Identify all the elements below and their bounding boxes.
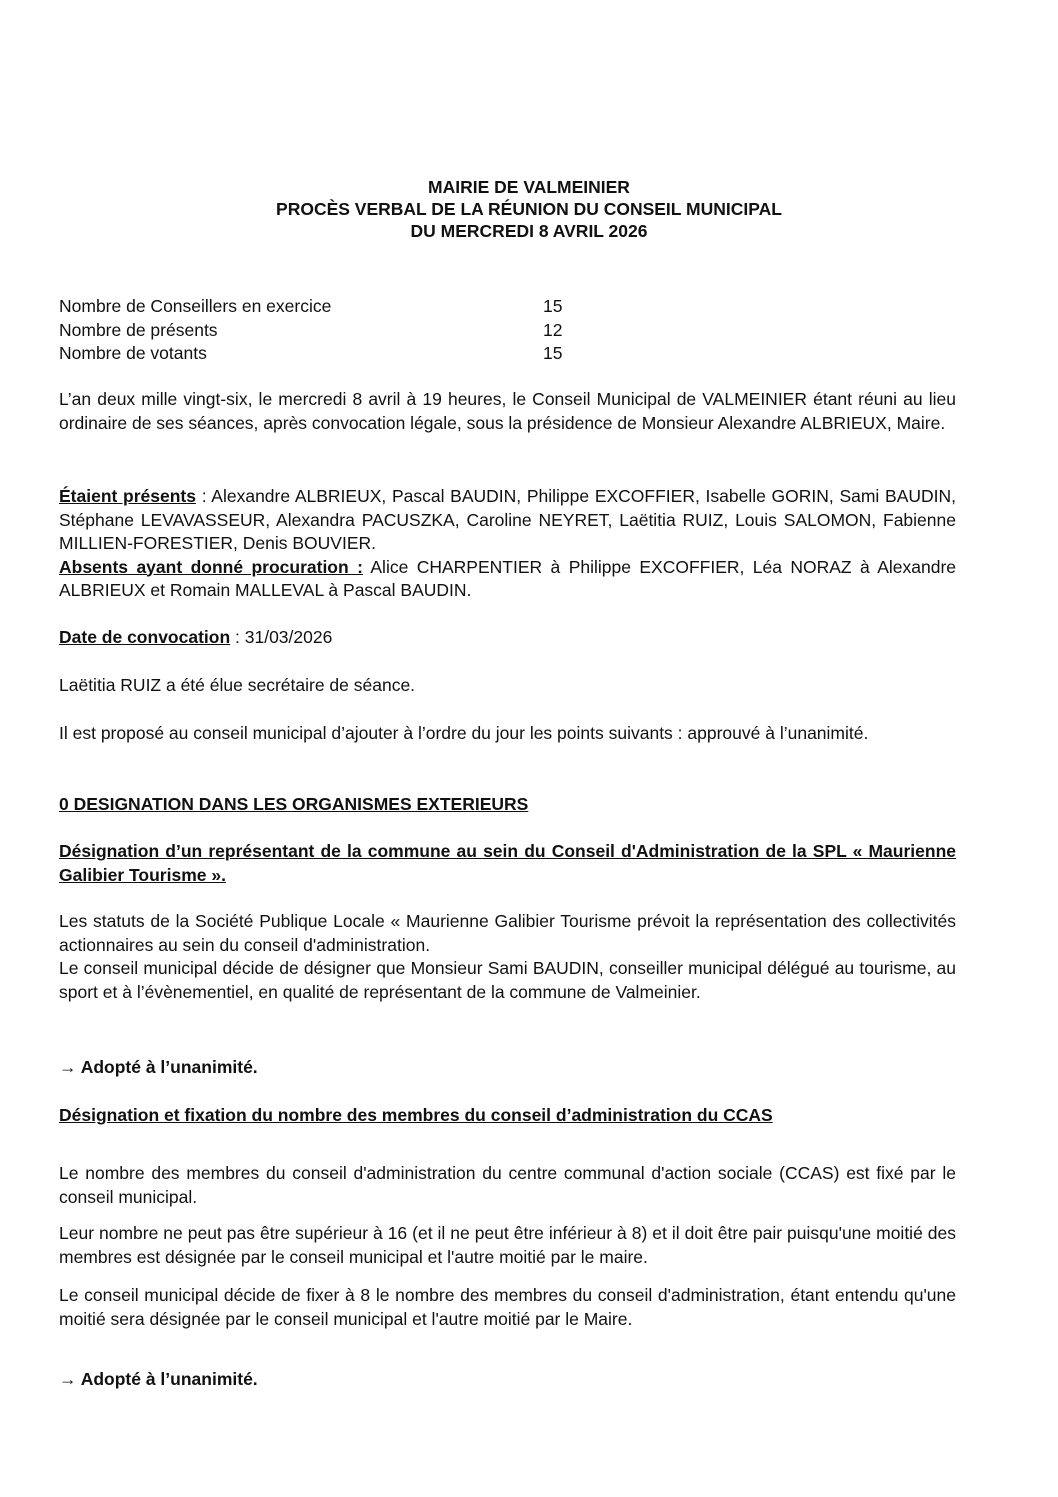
stat-label: Nombre de présents <box>59 319 218 340</box>
convocation-label: Date de convocation <box>59 627 231 647</box>
item2-paragraph: Le conseil municipal décide de fixer à 8 le nombre des membres du conseil d'administration, étant entendu qu'une moitié sera désignée par le conseil municipal et l'autre moitié par le Maire. <box>59 1285 956 1329</box>
secretary-paragraph: Laëtitia RUIZ a été élue secrétaire de séance. <box>59 675 416 695</box>
agenda-paragraph: Il est proposé au conseil municipal d’ajouter à l’ordre du jour les points suivants : approuvé à l’unanimité. <box>59 723 869 743</box>
absents-list: Alice CHARPENTIER à Philippe EXCOFFIER, Léa NORAZ à Alexandre ALBRIEUX et Romain MALLEVAL à Pascal BAUDIN. <box>59 556 957 600</box>
convocation-paragraph <box>59 626 956 650</box>
item1-paragraph: Le conseil municipal décide de désigner que Monsieur Sami BAUDIN, conseiller municipal délégué au tourisme, au sport et à l’évènementiel, en qualité de représentant de la commune de Valmeinier. <box>59 958 956 1002</box>
absents-paragraph <box>59 556 956 603</box>
convocation-date: : 31/03/2026 <box>230 627 333 647</box>
stat-row <box>59 342 579 366</box>
stat-value: 15 <box>543 296 563 316</box>
header-title: PROCÈS VERBAL DE LA RÉUNION DU CONSEIL MUNICIPAL <box>276 199 782 219</box>
item2-result: → Adopté à l’unanimité. <box>59 1369 258 1389</box>
attendance-block <box>59 485 956 603</box>
item2-title: Désignation et fixation du nombre des membres du conseil d’administration du CCAS <box>59 1105 773 1125</box>
section-title: 0 DESIGNATION DANS LES ORGANISMES EXTERIEURS <box>59 794 529 814</box>
stat-label: Nombre de votants <box>59 343 207 363</box>
header-date: DU MERCREDI 8 AVRIL 2026 <box>410 221 648 241</box>
stat-row <box>59 295 579 319</box>
intro-paragraph: L’an deux mille vingt-six, le mercredi 8 avril à 19 heures, le Conseil Municipal de VALMEINIER étant réuni au lieu ordinaire de ses séances, après convocation légale, sous la présidence de Monsieur Alexandre ALBRIEUX, Maire. <box>59 389 956 433</box>
stat-label: Nombre de Conseillers en exercice <box>59 296 332 316</box>
attendance-stats <box>59 295 579 366</box>
presents-label: Étaient présents <box>59 486 196 506</box>
presents-sep: : <box>196 486 212 506</box>
item1-paragraph: Les statuts de la Société Publique Locale « Maurienne Galibier Tourisme prévoit la représentation des collectivités actionnaires au sein du conseil d'administration. <box>59 911 956 955</box>
item1-body <box>59 910 956 1004</box>
stat-row <box>59 319 579 343</box>
absents-label: Absents ayant donné procuration : <box>59 556 363 577</box>
item2-paragraph: Le nombre des membres du conseil d'administration du centre communal d'action sociale (CCAS) est fixé par le conseil municipal. <box>59 1163 956 1207</box>
header-mairie: MAIRIE DE VALMEINIER <box>428 177 630 197</box>
item2-paragraph: Leur nombre ne peut pas être supérieur à 16 (et il ne peut être inférieur à 8) et il doit être pair puisqu'une moitié des membres est désignée par le conseil municipal et l'autre moitié par le maire. <box>59 1223 956 1267</box>
document-header <box>0 176 1058 242</box>
presents-paragraph <box>59 485 956 556</box>
stat-value: 12 <box>543 319 563 340</box>
item1-result: → Adopté à l’unanimité. <box>59 1057 258 1077</box>
presents-list: Alexandre ALBRIEUX, Pascal BAUDIN, Philippe EXCOFFIER, Isabelle GORIN, Sami BAUDIN, Stéphane LEVAVASSEUR, Alexandra PACUSZKA, Caroline NEYRET, Laëtitia RUIZ, Louis SALOMON, Fabienne MILLIEN-FORESTIER, Denis BOUVIER. <box>59 486 957 553</box>
item1-title: Désignation d’un représentant de la commune au sein du Conseil d'Administration de la SPL « Maurienne Galibier Tourisme ». <box>59 841 956 885</box>
stat-value: 15 <box>543 343 563 363</box>
